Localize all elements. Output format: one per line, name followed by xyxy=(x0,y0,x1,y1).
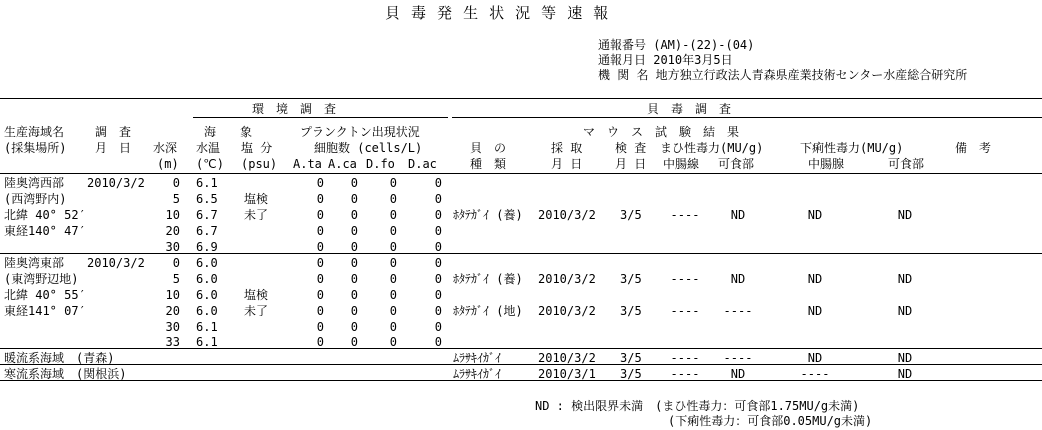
cell-dac: 0 xyxy=(434,335,442,349)
cell-area: 暖流系海域 (青森) xyxy=(4,351,115,365)
report-agency: 機 関 名 地方独立行政法人青森県産業技術センター水産総合研究所 xyxy=(598,68,968,82)
cell-shell: ﾎﾀﾃｶﾞｲ (養) xyxy=(453,208,523,222)
cell-dsp-m: ND xyxy=(807,272,823,286)
cell-psp-e: ND xyxy=(730,272,746,286)
dsp-midgut-header: 中腸腺 xyxy=(808,157,845,171)
survey-date-header-sub: 月 日 xyxy=(95,141,132,155)
mouse-test-header: マ ウ ス 試 験 結 果 xyxy=(583,125,740,139)
cell-depth: 30 xyxy=(165,240,180,254)
report-date: 通報月日 2010年3月5日 xyxy=(598,53,733,67)
cell-depth: 20 xyxy=(165,224,180,238)
cell-dfo: 0 xyxy=(389,208,397,222)
cell-dac: 0 xyxy=(434,192,442,206)
cell-insp: 3/5 xyxy=(620,272,642,286)
cell-dfo: 0 xyxy=(389,176,397,190)
temp-unit: (℃) xyxy=(196,157,224,171)
cell-ata: 0 xyxy=(316,192,324,206)
cell-dac: 0 xyxy=(434,304,442,318)
cell-depth: 33 xyxy=(165,335,180,349)
cell-ata: 0 xyxy=(316,256,324,270)
cell-dfo: 0 xyxy=(389,272,397,286)
plankton-header: プランクトン出現状況 xyxy=(300,125,420,139)
cell-dsp-e: ND xyxy=(897,272,913,286)
header-bottom-line xyxy=(0,173,1042,174)
cell-aca: 0 xyxy=(350,240,358,254)
cell-temp: 6.0 xyxy=(196,288,218,302)
cell-date: 2010/3/2 xyxy=(87,176,145,190)
cell-insp: 3/5 xyxy=(620,351,642,365)
cell-dac: 0 xyxy=(434,256,442,270)
survey-date-header: 調 査 xyxy=(95,125,132,139)
inspection-date-header-sub: 月 日 xyxy=(615,157,647,171)
cell-ata: 0 xyxy=(316,208,324,222)
toxin-survey-header: 貝 毒 調 査 xyxy=(647,102,732,116)
cell-dac: 0 xyxy=(434,208,442,222)
shell-header: 貝 の xyxy=(470,141,507,155)
sea-condition-header: 海 象 xyxy=(204,125,253,139)
cell-sal: 塩検 xyxy=(244,192,269,206)
cell-dfo: 0 xyxy=(389,192,397,206)
dfo-header: D.fo xyxy=(366,157,395,171)
cell-psp-m: ---- xyxy=(670,304,700,318)
cell-psp-m: ---- xyxy=(670,208,700,222)
cell-dsp-e: ND xyxy=(897,367,913,381)
cell-dac: 0 xyxy=(434,224,442,238)
cell-depth: 5 xyxy=(172,192,180,206)
cell-psp-e: ND xyxy=(730,208,746,222)
psp-midgut-header: 中腸線 xyxy=(663,157,700,171)
legend-note: ND : 検出限界未満 (まひ性毒力：可食部1.75MU/g未満) xyxy=(535,399,860,413)
cell-ata: 0 xyxy=(316,176,324,190)
cell-aca: 0 xyxy=(350,335,358,349)
cell-temp: 6.7 xyxy=(196,224,218,238)
cell-ata: 0 xyxy=(316,240,324,254)
area-header: 生産海域名 xyxy=(4,125,65,139)
page-title: 貝 毒 発 生 状 況 等 速 報 xyxy=(385,4,610,22)
cell-aca: 0 xyxy=(350,304,358,318)
cell-coll: 2010/3/1 xyxy=(538,367,596,381)
cell-temp: 6.1 xyxy=(196,320,218,334)
cell-dac: 0 xyxy=(434,176,442,190)
cell-dsp-e: ND xyxy=(897,351,913,365)
cell-ata: 0 xyxy=(316,272,324,286)
cell-sal: 未了 xyxy=(244,304,269,318)
cell-temp: 6.1 xyxy=(196,176,218,190)
env-survey-header: 環 境 調 査 xyxy=(252,102,337,116)
dsp-header: 下痢性毒力(MU/g) xyxy=(800,141,904,155)
cell-area: (東湾野辺地) xyxy=(4,272,79,286)
cell-psp-e: ---- xyxy=(723,351,753,365)
toxin-header-line xyxy=(452,117,1042,118)
cell-aca: 0 xyxy=(350,176,358,190)
env-header-line xyxy=(193,117,448,118)
cell-dfo: 0 xyxy=(389,224,397,238)
cell-insp: 3/5 xyxy=(620,367,642,381)
cell-area: 陸奥湾東部 xyxy=(4,256,65,270)
cell-dac: 0 xyxy=(434,272,442,286)
cell-area: 寒流系海域 (関根浜) xyxy=(4,367,127,381)
cell-sal: 未了 xyxy=(244,208,269,222)
cell-temp: 6.0 xyxy=(196,256,218,270)
cell-shell: ﾎﾀﾃｶﾞｲ (養) xyxy=(453,272,523,286)
cell-coll: 2010/3/2 xyxy=(538,272,596,286)
cell-ata: 0 xyxy=(316,224,324,238)
cell-depth: 10 xyxy=(165,288,180,302)
cell-ata: 0 xyxy=(316,335,324,349)
cells-header: 細胞数 (cells/L) xyxy=(314,141,423,155)
cell-coll: 2010/3/2 xyxy=(538,208,596,222)
cell-psp-e: ---- xyxy=(723,304,753,318)
cell-dsp-m: ND xyxy=(807,208,823,222)
cell-dsp-m: ND xyxy=(807,351,823,365)
cell-temp: 6.0 xyxy=(196,272,218,286)
psp-edible-header: 可食部 xyxy=(718,157,755,171)
table-top-line xyxy=(0,98,1042,99)
cell-aca: 0 xyxy=(350,272,358,286)
cell-dsp-m: ND xyxy=(807,304,823,318)
depth-unit: (m) xyxy=(157,157,179,171)
cell-temp: 6.7 xyxy=(196,208,218,222)
inspection-date-header: 検 査 xyxy=(615,141,647,155)
cell-depth: 0 xyxy=(172,176,180,190)
cell-aca: 0 xyxy=(350,192,358,206)
salinity-header: 塩 分 xyxy=(241,141,273,155)
cell-shell: ﾑﾗｻｷｲｶﾞｲ xyxy=(453,351,502,365)
cell-aca: 0 xyxy=(350,288,358,302)
cell-coll: 2010/3/2 xyxy=(538,304,596,318)
cell-dac: 0 xyxy=(434,288,442,302)
cell-aca: 0 xyxy=(350,320,358,334)
collection-date-header: 採 取 xyxy=(551,141,583,155)
cell-depth: 10 xyxy=(165,208,180,222)
depth-header: 水深 xyxy=(153,141,178,155)
cell-insp: 3/5 xyxy=(620,208,642,222)
cell-dfo: 0 xyxy=(389,240,397,254)
cell-coll: 2010/3/2 xyxy=(538,351,596,365)
cell-shell: ﾑﾗｻｷｲｶﾞｲ xyxy=(453,367,502,381)
cell-ata: 0 xyxy=(316,288,324,302)
area-header-sub: (採集場所) xyxy=(4,141,67,155)
cell-depth: 20 xyxy=(165,304,180,318)
salinity-unit: (psu) xyxy=(241,157,278,171)
cell-depth: 0 xyxy=(172,256,180,270)
report-number: 通報番号 (AM)-(22)-(04) xyxy=(598,38,755,52)
cell-dfo: 0 xyxy=(389,304,397,318)
cell-psp-m: ---- xyxy=(670,351,700,365)
cell-dfo: 0 xyxy=(389,335,397,349)
cell-psp-e: ND xyxy=(730,367,746,381)
cell-aca: 0 xyxy=(350,256,358,270)
cell-area: 陸奥湾西部 xyxy=(4,176,65,190)
cell-area: 東経140° 47′ xyxy=(4,224,86,238)
cell-dac: 0 xyxy=(434,240,442,254)
cell-date: 2010/3/2 xyxy=(87,256,145,270)
remarks-header: 備 考 xyxy=(955,141,992,155)
cell-depth: 30 xyxy=(165,320,180,334)
legend-note-2: (下痢性毒力：可食部0.05MU/g未満) xyxy=(668,414,873,428)
cell-area: (西湾野内) xyxy=(4,192,67,206)
cell-dsp-m: ---- xyxy=(800,367,830,381)
cell-psp-m: ---- xyxy=(670,272,700,286)
cell-dfo: 0 xyxy=(389,256,397,270)
cell-shell: ﾎﾀﾃｶﾞｲ (地) xyxy=(453,304,523,318)
cell-area: 東経141° 07′ xyxy=(4,304,86,318)
collection-date-header-sub: 月 日 xyxy=(551,157,583,171)
cell-dsp-e: ND xyxy=(897,208,913,222)
cell-aca: 0 xyxy=(350,224,358,238)
cell-temp: 6.0 xyxy=(196,304,218,318)
cell-sal: 塩検 xyxy=(244,288,269,302)
cell-dfo: 0 xyxy=(389,288,397,302)
cell-aca: 0 xyxy=(350,208,358,222)
dac-header: D.ac xyxy=(408,157,437,171)
ata-header: A.ta xyxy=(293,157,322,171)
cell-psp-m: ---- xyxy=(670,367,700,381)
cell-temp: 6.1 xyxy=(196,335,218,349)
cell-ata: 0 xyxy=(316,304,324,318)
cell-dfo: 0 xyxy=(389,320,397,334)
dsp-edible-header: 可食部 xyxy=(888,157,925,171)
cell-temp: 6.9 xyxy=(196,240,218,254)
cell-dac: 0 xyxy=(434,320,442,334)
cell-insp: 3/5 xyxy=(620,304,642,318)
psp-header: まひ性毒力(MU/g) xyxy=(660,141,764,155)
aca-header: A.ca xyxy=(328,157,357,171)
shell-header-sub: 種 類 xyxy=(470,157,507,171)
cell-area: 北緯 40° 55′ xyxy=(4,288,86,302)
cell-ata: 0 xyxy=(316,320,324,334)
cell-depth: 5 xyxy=(172,272,180,286)
cell-area: 北緯 40° 52′ xyxy=(4,208,86,222)
cell-temp: 6.5 xyxy=(196,192,218,206)
temp-header: 水温 xyxy=(196,141,221,155)
cell-dsp-e: ND xyxy=(897,304,913,318)
